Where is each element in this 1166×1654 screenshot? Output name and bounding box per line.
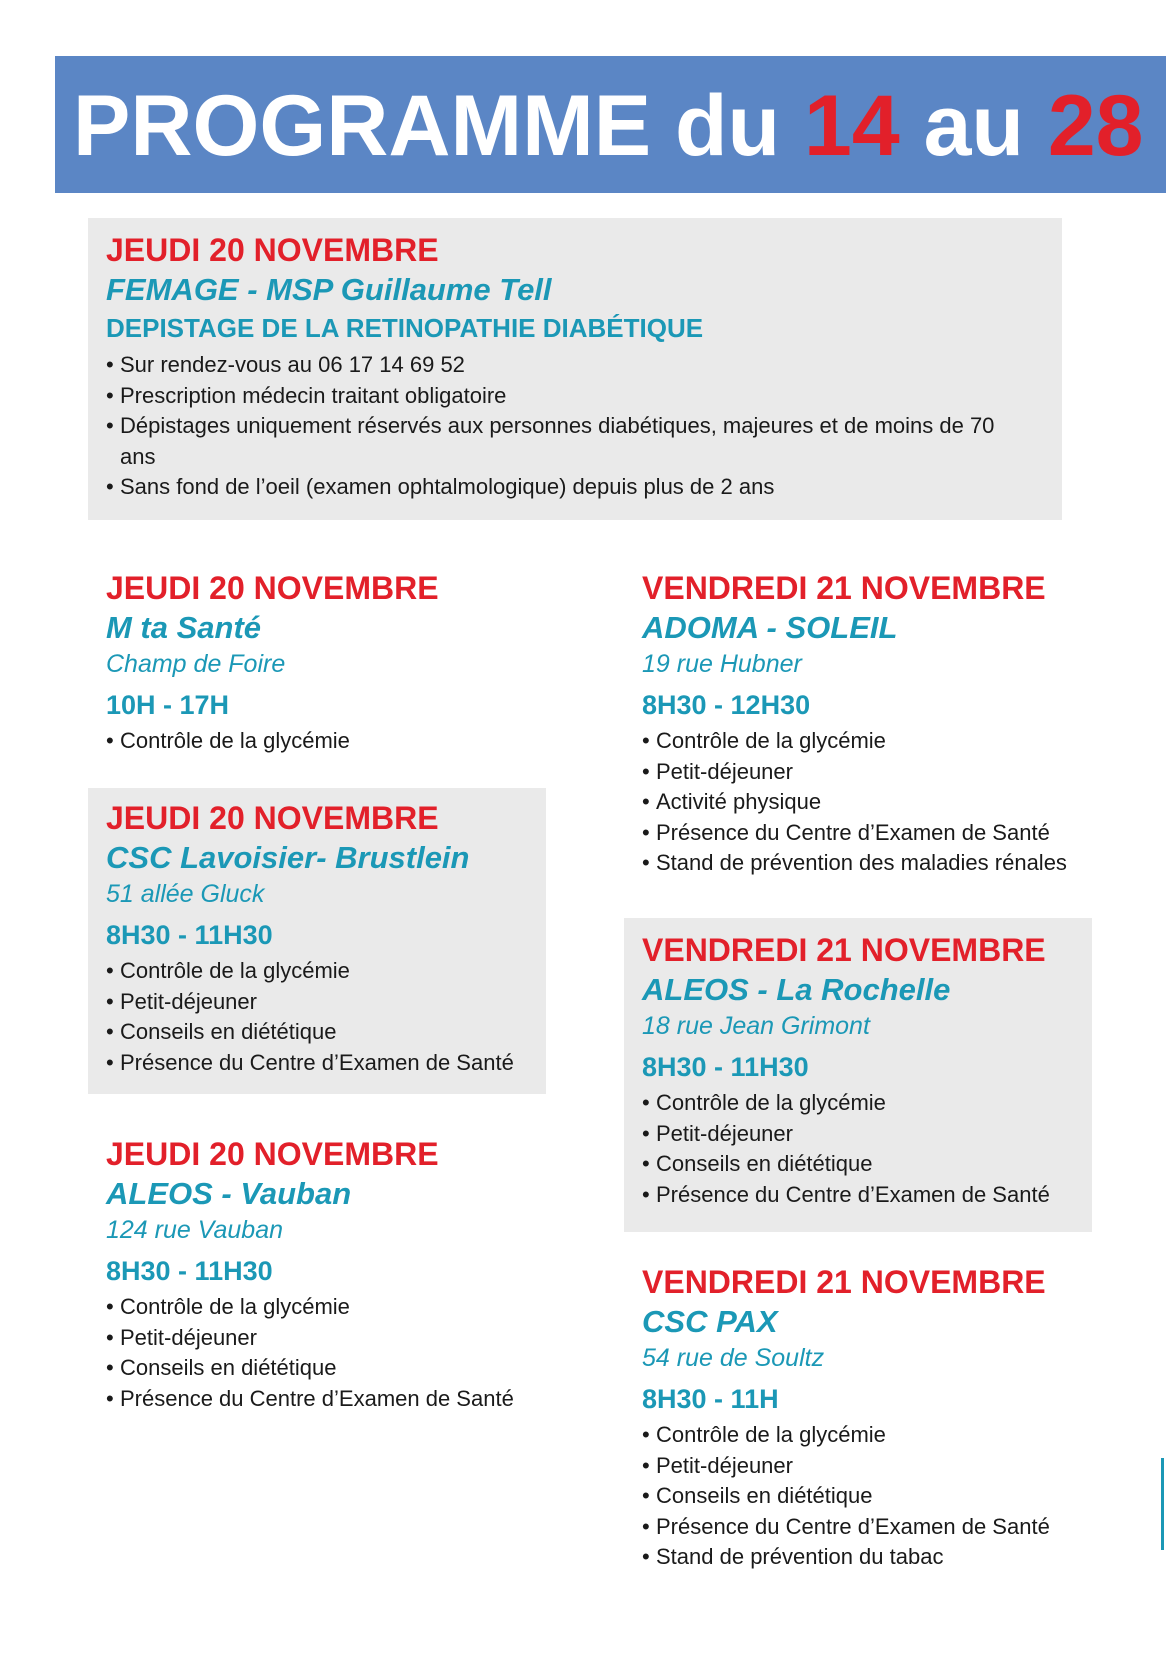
event-item: • Présence du Centre d’Examen de Santé <box>642 818 1074 849</box>
event-address: 54 rue de Soultz <box>642 1344 825 1372</box>
event-item: • Sans fond de l’oeil (examen ophtalmologique) depuis plus de 2 ans <box>106 472 1016 503</box>
event-item: • Présence du Centre d’Examen de Santé <box>106 1048 528 1079</box>
event-address: 19 rue Hubner <box>642 650 802 678</box>
event-hours: 8H30 - 11H30 <box>106 920 273 950</box>
event-item: • Conseils en diététique <box>642 1481 1074 1512</box>
featured-event <box>88 218 1062 520</box>
event-item: • Conseils en diététique <box>106 1017 528 1048</box>
event-item: • Stand de prévention des maladies rénales <box>642 848 1074 879</box>
event-address: Champ de Foire <box>106 650 286 678</box>
title-banner <box>55 56 1166 193</box>
event-day: VENDREDI 21 NOVEMBRE <box>642 570 1046 606</box>
event-day: VENDREDI 21 NOVEMBRE <box>642 932 1046 968</box>
event-venue: ADOMA - SOLEIL <box>642 610 898 645</box>
event-item: • Présence du Centre d’Examen de Santé <box>642 1180 1074 1211</box>
event-items <box>106 956 528 1078</box>
event-hours: 8H30 - 12H30 <box>642 690 811 720</box>
event-item: • Contrôle de la glycémie <box>642 726 1074 757</box>
event-items <box>642 726 1074 879</box>
event-item: • Contrôle de la glycémie <box>642 1420 1074 1451</box>
event-card <box>88 568 546 757</box>
event-hours: 10H - 17H <box>106 690 230 720</box>
title-end-date: 28 <box>1047 78 1144 174</box>
event-card <box>88 1134 546 1414</box>
event-items <box>106 350 1016 503</box>
event-card <box>624 918 1092 1232</box>
event-day: JEUDI 20 NOVEMBRE <box>106 800 439 836</box>
event-day: JEUDI 20 NOVEMBRE <box>106 570 439 606</box>
event-hours: 8H30 - 11H <box>642 1384 779 1414</box>
event-item: • Petit-déjeuner <box>106 1323 528 1354</box>
event-address: 51 allée Gluck <box>106 880 265 908</box>
event-item: • Contrôle de la glycémie <box>106 726 528 757</box>
event-item: • Contrôle de la glycémie <box>106 956 528 987</box>
event-hours: 8H30 - 11H30 <box>642 1052 809 1082</box>
title-prefix: PROGRAMME du <box>73 78 781 174</box>
event-item: • Contrôle de la glycémie <box>106 1292 528 1323</box>
page-title <box>73 78 1144 174</box>
event-item: • Petit-déjeuner <box>106 987 528 1018</box>
edge-marker <box>1161 1458 1164 1550</box>
event-day: VENDREDI 21 NOVEMBRE <box>642 1264 1046 1300</box>
event-item: • Activité physique <box>642 787 1074 818</box>
event-items <box>106 1292 528 1414</box>
event-card <box>624 568 1092 879</box>
event-card <box>88 788 546 1094</box>
event-item: • Petit-déjeuner <box>642 757 1074 788</box>
event-items <box>642 1088 1074 1210</box>
event-item: • Stand de prévention du tabac <box>642 1542 1074 1573</box>
event-venue: M ta Santé <box>106 610 262 645</box>
event-hours: 8H30 - 11H30 <box>106 1256 273 1286</box>
event-venue: ALEOS - La Rochelle <box>642 972 951 1007</box>
event-address: 124 rue Vauban <box>106 1216 284 1244</box>
event-day: JEUDI 20 NOVEMBRE <box>106 232 439 268</box>
event-item: • Conseils en diététique <box>642 1149 1074 1180</box>
event-item: • Petit-déjeuner <box>642 1451 1074 1482</box>
event-venue: ALEOS - Vauban <box>106 1176 352 1211</box>
event-venue: FEMAGE - MSP Guillaume Tell <box>106 272 552 307</box>
event-address: 18 rue Jean Grimont <box>642 1012 870 1040</box>
event-items <box>106 726 528 757</box>
event-item: • Présence du Centre d’Examen de Santé <box>106 1384 528 1415</box>
event-venue: CSC PAX <box>642 1304 778 1339</box>
event-day: JEUDI 20 NOVEMBRE <box>106 1136 439 1172</box>
event-heading: DEPISTAGE DE LA RETINOPATHIE DIABÉTIQUE <box>106 313 704 343</box>
event-item: • Conseils en diététique <box>106 1353 528 1384</box>
event-item: • Prescription médecin traitant obligatoire <box>106 381 1016 412</box>
event-item: • Sur rendez-vous au 06 17 14 69 52 <box>106 350 1016 381</box>
event-items <box>642 1420 1074 1573</box>
event-item: • Dépistages uniquement réservés aux personnes diabétiques, majeures et de moins de 70 ans <box>106 411 1016 472</box>
event-item: • Présence du Centre d’Examen de Santé <box>642 1512 1074 1543</box>
event-card <box>624 1262 1092 1573</box>
title-start-date: 14 <box>803 78 900 174</box>
event-item: • Contrôle de la glycémie <box>642 1088 1074 1119</box>
title-middle: au <box>923 78 1024 174</box>
event-venue: CSC Lavoisier- Brustlein <box>106 840 470 875</box>
event-item: • Petit-déjeuner <box>642 1119 1074 1150</box>
